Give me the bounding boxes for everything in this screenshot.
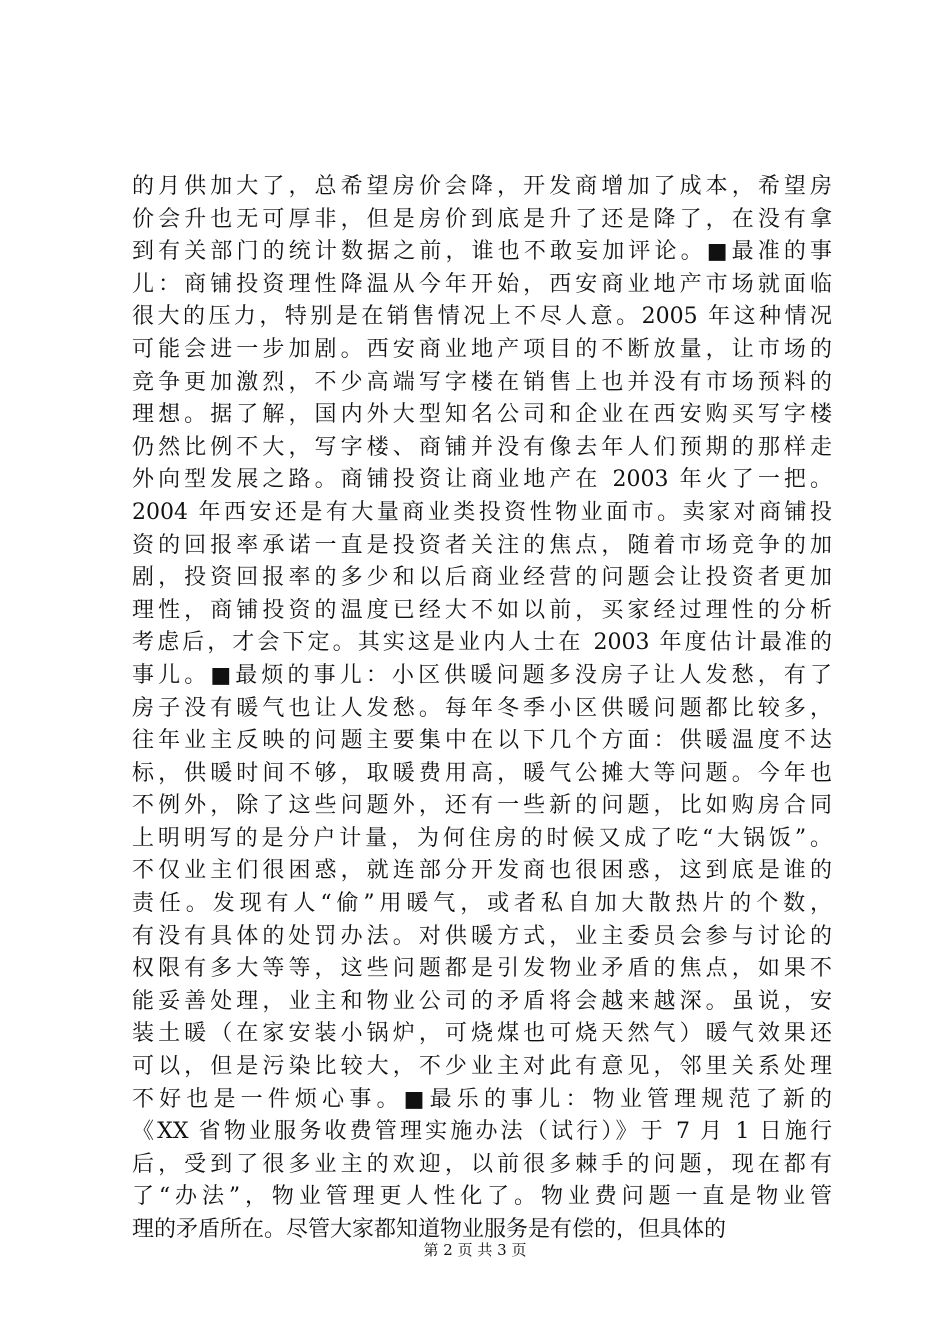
text-line: 很大的压力，特别是在销售情况上不尽人意。2005 年这种情况 [132,304,832,330]
text-line: 2004 年西安还是有大量商业类投资性物业面市。卖家对商铺投 [132,499,832,525]
text-line: 房子没有暖气也让人发愁。每年冬季小区供暖问题都比较多， [132,695,832,721]
page-footer: 第 2 页 共 3 页 [423,1241,527,1259]
text-line: 到有关部门的统计数据之前，谁也不敢妄加评论。■最准的事 [132,239,832,265]
text-line: 外向型发展之路。商铺投资让商业地产在 2003 年火了一把。 [132,467,832,493]
text-line: 考虑后，才会下定。其实这是业内人士在 2003 年度估计最准的 [132,630,832,656]
text-line: 不例外，除了这些问题外，还有一些新的问题，比如购房合同 [132,793,832,819]
text-line: 有没有具体的处罚办法。对供暖方式，业主委员会参与讨论的 [132,923,832,949]
text-line: 事儿。■最烦的事儿：小区供暖问题多没房子让人发愁，有了 [132,662,832,688]
text-line: 理性，商铺投资的温度已经大不如以前，买家经过理性的分析 [132,597,832,623]
text-line: 标，供暖时间不够，取暖费用高，暖气公摊大等问题。今年也 [132,760,832,786]
text-line: 仍然比例不大，写字楼、商铺并没有像去年人们预期的那样走 [132,434,832,460]
body-text [132,171,832,1247]
text-line: 儿：商铺投资理性降温从今年开始，西安商业地产市场就面临 [132,271,832,297]
text-line: 装土暖（在家安装小锅炉，可烧煤也可烧天然气）暖气效果还 [132,1021,832,1047]
text-line: 后，受到了很多业主的欢迎，以前很多棘手的问题，现在都有 [132,1151,832,1177]
text-line: 了“办法”，物业管理更人性化了。物业费问题一直是物业管 [132,1184,832,1210]
text-line: 能妥善处理，业主和物业公司的矛盾将会越来越深。虽说，安 [132,988,832,1014]
text-line: 理的矛盾所在。尽管大家都知道物业服务是有偿的，但具体的 [132,1217,727,1242]
text-line: 责任。发现有人“偷”用暖气，或者私自加大散热片的个数， [132,891,832,917]
text-line: 资的回报率承诺一直是投资者关注的焦点，随着市场竞争的加 [132,532,832,558]
text-line: 上明明写的是分户计量，为何住房的时候又成了吃“大锅饭”。 [132,825,832,851]
text-line: 价会升也无可厚非，但是房价到底是升了还是降了，在没有拿 [132,206,832,232]
text-line: 竞争更加激烈，不少高端写字楼在销售上也并没有市场预料的 [132,369,832,395]
text-line: 可以，但是污染比较大，不少业主对此有意见，邻里关系处理 [132,1054,832,1080]
text-line: 剧，投资回报率的多少和以后商业经营的问题会让投资者更加 [132,565,832,591]
text-line: 不好也是一件烦心事。■最乐的事儿：物业管理规范了新的 [132,1086,832,1112]
text-line: 的月供加大了，总希望房价会降，开发商增加了成本，希望房 [132,174,832,199]
text-line: 可能会进一步加剧。西安商业地产项目的不断放量，让市场的 [132,336,832,362]
text-line: 往年业主反映的问题主要集中在以下几个方面：供暖温度不达 [132,728,832,754]
text-line: 《XX 省物业服务收费管理实施办法（试行）》于 7 月 1 日施行 [132,1119,832,1145]
text-line: 不仅业主们很困惑，就连部分开发商也很困惑，这到底是谁的 [132,858,832,884]
text-line: 理想。据了解，国内外大型知名公司和企业在西安购买写字楼 [132,402,832,428]
text-line: 权限有多大等等，这些问题都是引发物业矛盾的焦点，如果不 [132,956,832,982]
